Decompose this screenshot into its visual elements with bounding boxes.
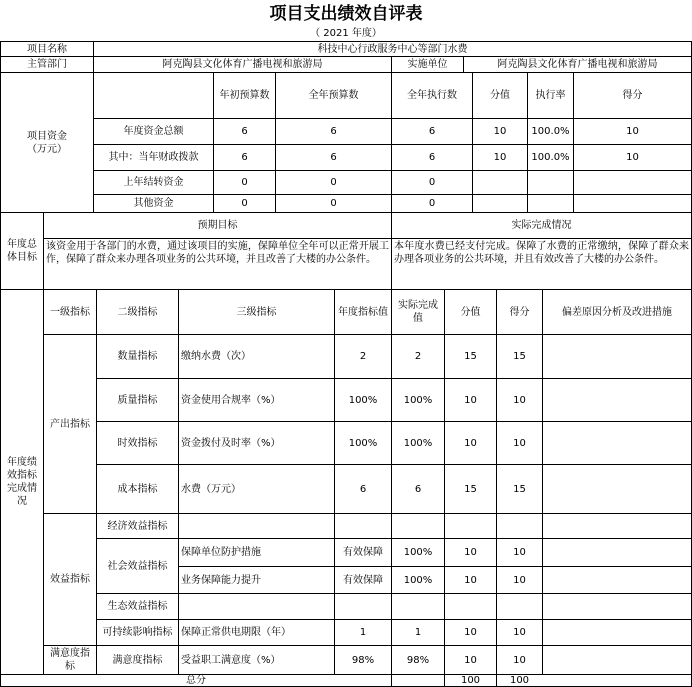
indicator-target: 1 — [359, 627, 367, 638]
total-max: 100 — [460, 675, 481, 686]
level1-output: 产出指标 — [50, 418, 90, 430]
indicator-actual: 100% — [403, 547, 433, 558]
level2-cost: 成本指标 — [117, 483, 158, 495]
indicator-target: 有效保障 — [343, 547, 383, 558]
indicator-target: 100% — [348, 394, 378, 406]
level2-satisfaction: 满意度指标 — [112, 654, 163, 666]
funds-label: 项目资金 （万元） — [27, 130, 67, 155]
indicator-actual: 100% — [403, 437, 433, 449]
actual-done-header: 实际完成情况 — [511, 220, 572, 231]
indicator-actual: 98% — [406, 654, 430, 666]
indicator-score: 15 — [513, 351, 526, 362]
fund-header: 全年执行数 — [407, 90, 457, 101]
fund-cell: 6 — [428, 126, 436, 137]
fund-cell: 100.0% — [531, 152, 570, 163]
fund-cell: 6 — [330, 152, 337, 163]
indicator-actual: 100% — [403, 574, 433, 586]
fund-cell — [528, 195, 573, 212]
indicator-actual: 100% — [403, 394, 433, 406]
perf-indicators-label: 年度绩效指标完成情况 — [7, 457, 37, 507]
indicator-target: 有效保障 — [343, 574, 383, 586]
fund-cell: 0 — [241, 177, 248, 188]
indicator-actual: 1 — [414, 627, 422, 638]
level2-quantity: 数量指标 — [117, 351, 158, 362]
indicator-actual: 2 — [414, 351, 422, 362]
fund-cell: 0 — [241, 198, 248, 209]
level2-timeliness: 时效指标 — [117, 437, 158, 449]
indicator-score: 15 — [513, 483, 526, 495]
fund-header: 得分 — [622, 90, 643, 101]
level2-sustainable: 可持续影响指标 — [102, 627, 173, 638]
indicator-target: 6 — [359, 483, 367, 495]
fund-cell — [473, 171, 527, 194]
fund-cell: 10 — [493, 126, 507, 137]
impl-unit-label: 实施单位 — [407, 59, 448, 70]
indicator-l3: 资金拨付及时率（%） — [181, 437, 281, 449]
fund-cell — [473, 195, 527, 212]
indicator-l3: 缴纳水费（次） — [181, 351, 251, 362]
level2-social: 社会效益指标 — [107, 560, 168, 572]
fund-row-label: 其他资金 — [133, 198, 174, 209]
indicator-target: 98% — [351, 654, 375, 666]
total-label: 总分 — [186, 675, 206, 686]
indicator-header: 年度指标值 — [338, 306, 388, 318]
indicator-score: 10 — [513, 437, 526, 449]
indicator-score-max: 10 — [464, 654, 477, 666]
indicator-actual: 6 — [414, 483, 422, 495]
level1-satisfaction: 满意度指标 — [50, 648, 90, 672]
indicator-score: 10 — [513, 574, 526, 586]
level2-economic: 经济效益指标 — [107, 520, 168, 532]
indicator-score-max: 15 — [464, 351, 477, 362]
project-name-label: 项目名称 — [27, 43, 67, 55]
indicator-score-max: 10 — [464, 574, 477, 586]
level2-ecological: 生态效益指标 — [107, 601, 168, 612]
indicator-header: 三级指标 — [236, 306, 277, 318]
fund-cell — [528, 171, 573, 194]
level1-benefit: 效益指标 — [50, 574, 90, 585]
indicator-header: 得分 — [509, 306, 530, 318]
fund-cell: 0 — [428, 198, 436, 209]
indicator-header: 一级指标 — [50, 306, 90, 318]
indicator-header: 偏差原因分析及改进措施 — [562, 306, 672, 318]
fund-cell: 6 — [428, 152, 436, 163]
fund-cell: 0 — [330, 177, 337, 188]
total-score: 100 — [509, 675, 530, 686]
dept-value: 阿克陶县文化体育广播电视和旅游局 — [162, 59, 323, 70]
page-title: 项目支出绩效自评表 — [269, 4, 423, 24]
indicator-l3: 业务保障能力提升 — [181, 574, 261, 586]
fund-cell: 6 — [241, 126, 248, 137]
fund-cell: 10 — [626, 152, 639, 163]
expected-goal-header: 预期目标 — [197, 220, 238, 231]
fund-cell — [574, 195, 691, 212]
indicator-l3: 受益职工满意度（%） — [181, 654, 281, 666]
fund-cell: 10 — [493, 152, 507, 163]
fund-row-label: 上年结转资金 — [123, 177, 184, 188]
indicator-score-max: 10 — [464, 394, 477, 406]
fund-cell: 100.0% — [531, 126, 570, 137]
fund-row-label: 其中：当年财政拨款 — [108, 152, 199, 163]
fund-cell: 6 — [330, 126, 337, 137]
fund-header: 全年预算数 — [308, 90, 359, 101]
fund-header: 年初预算数 — [219, 90, 270, 101]
indicator-score-max: 10 — [464, 547, 477, 558]
level2-quality: 质量指标 — [117, 394, 158, 406]
fund-row-label: 年度资金总额 — [123, 126, 184, 137]
indicator-l3: 水费（万元） — [181, 483, 241, 495]
indicator-score: 10 — [513, 547, 526, 558]
indicator-target: 100% — [348, 437, 378, 449]
indicator-header: 二级指标 — [117, 306, 158, 318]
indicator-score-max: 10 — [464, 437, 477, 449]
annual-goal-label: 年度总体目标 — [7, 239, 37, 263]
actual-done-text: 本年度水费已经支付完成。保障了水费的正常缴纳，保障了群众来办理各项业务的公共环境，并且有效改善了大楼的办公条件。 — [394, 241, 689, 265]
indicator-l3: 保障单位防护措施 — [181, 547, 261, 558]
fund-cell: 6 — [241, 152, 248, 163]
impl-unit-value: 阿克陶县文化体育广播电视和旅游局 — [497, 59, 658, 70]
indicator-score-max: 15 — [464, 483, 477, 495]
indicator-l3: 资金使用合规率（%） — [181, 394, 281, 406]
fund-header: 执行率 — [535, 90, 566, 101]
indicator-header: 分值 — [460, 306, 481, 318]
project-name-value: 科技中心行政服务中心等部门水费 — [317, 43, 468, 55]
fund-header: 分值 — [490, 90, 510, 101]
fund-cell: 0 — [330, 198, 337, 209]
expected-goal-text: 该资金用于各部门的水费，通过该项目的实施，保障单位全年可以正常开展工作，保障了群众来办理各项业务的公共环境，并且改善了大楼的办公条件。 — [46, 241, 389, 265]
indicator-score-max: 10 — [464, 627, 477, 638]
indicator-l3: 保障正常供电期限（年） — [181, 627, 291, 638]
indicator-header: 实际完成值 — [398, 300, 438, 324]
year-label: （ 2021 年度） — [310, 28, 382, 39]
indicator-target: 2 — [359, 351, 367, 362]
fund-cell: 0 — [428, 177, 436, 188]
dept-label: 主管部门 — [27, 59, 67, 70]
indicator-score: 10 — [513, 654, 526, 666]
fund-cell — [574, 171, 691, 194]
indicator-score: 10 — [513, 394, 526, 406]
indicator-score: 10 — [513, 627, 526, 638]
fund-cell: 10 — [626, 126, 639, 137]
